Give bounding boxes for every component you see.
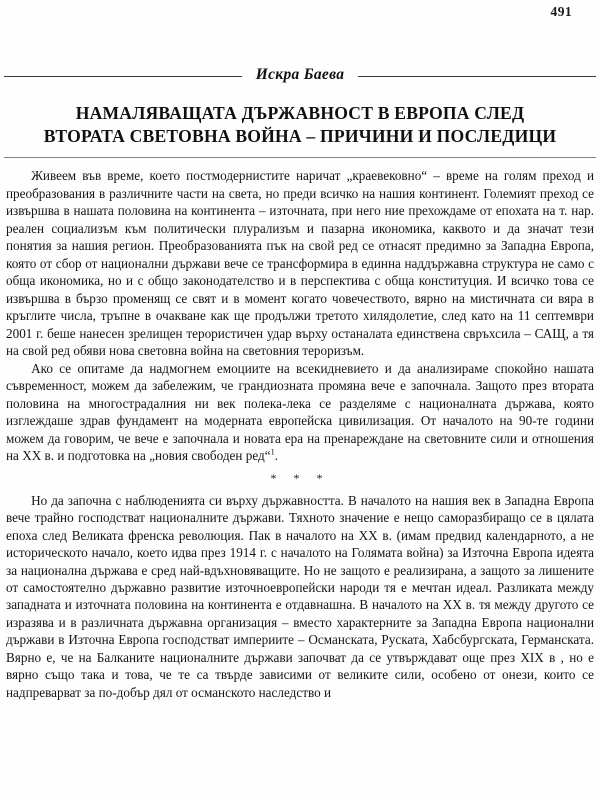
footnote-marker[interactable]: 1 xyxy=(270,447,275,457)
author-name: Искра Баева xyxy=(255,66,345,83)
paragraph-2-text: Ако се опитаме да надмогнем емоциите на всекидневието и да анализираме спокойно нашата съвременност, можем да забележим, че грандиозната промяна вече е започнала. Защото през втората половина на многострадалния ни век полека-лека се разделяме с националната държава, която изглеждаше здрав фундамент на модерната европейска цивилизация. От началото на 90-те години можем да говорим, че вече е започнала и новата ера на пренареждане на световните сили и отношения на ХХ в. и подготовка на „новия свободен ред“ xyxy=(6,360,594,464)
author-band xyxy=(0,66,600,86)
body-text xyxy=(6,167,594,701)
folio-row xyxy=(0,0,600,34)
rule-under-title xyxy=(4,157,596,158)
article-title-line-2: ВТОРАТА СВЕТОВНА ВОЙНА – ПРИЧИНИ И ПОСЛЕДИЦИ xyxy=(43,126,557,147)
article-title xyxy=(6,102,594,148)
paragraph-3: Но да започна с наблюденията си върху държавността. В началото на нашия век в Западна Европа вече трайно господстват националните държави. Тяхното значение е нещо саморазбиращо се в цялата епоха след Великата френска революция. Пак в началото на ХХ в. (имам предвид календарното, а не историческото начало, което идва през 1914 г. с началото на Голямата война) за Източна Европа идеята за национална държава е сред най-вдъхновяващите. Но не защото е реализирана, а защото за лишените от самостоятелно държавно развитие източноевропейски народи тя е мечтан идеал. Разликата между западната и източната половина на континента е отдавнашна. В началото на ХХ в. тя между другото се изразява и в различната държавна организация – вместо характерните за Западна Европа национални държави в Източна Европа господстват империите – Османската, Руската, Хабсбургската, Германската. Вярно е, че на Балканите националните държави започват да се утвърждават още през XIX в , но е вярно също така и това, че те са твърде зависими от великите сили, особено от онези, които се надпреварват за по-добър дял от османското наследство и xyxy=(6,492,594,700)
paragraph-2 xyxy=(6,360,594,465)
page-number: 491 xyxy=(550,4,572,19)
paragraph-2-tail: . xyxy=(274,448,278,464)
section-separator: * * * xyxy=(270,470,330,485)
article-title-line-1: НАМАЛЯВАЩАТА ДЪРЖАВНОСТ В ЕВРОПА СЛЕД xyxy=(75,103,525,123)
paragraph-1: Живеем във време, което постмодернистите наричат „краевековно“ – време на голям преход и преобразования в различните части на света, но преди всичко на нашия континент. Големият преход се извършва в нашата половина на континента – източната, при него ние прехождаме от епохата на т. нар. реален социализъм към политически плурализъм и пазарна икономика, каквото и да значат тези понятия за нашия регион. Преобразованията пък на свой ред се отнасят предимно за Западна Европа, която от сбор от национални държави вече се трансформира в единна наддържавна структура не само с обща икономика, но и с общо законодателство и в перспектива с обща конституция. И всичко това се извършва в бързо променящ се свят и в момент когато човечеството, вярно на мистичната си вяра в кръглите числа, тръпне в очакване как ще продължи третото хилядолетие, след като на 11 септември 2001 г. беше нанесен зрелищен терористичен удар върху останалата единствена свръхсила – САЩ, а тя на свой ред обяви нова световна война на световния тероризъм. xyxy=(6,168,594,359)
rule-right xyxy=(358,76,596,77)
rule-left xyxy=(4,76,242,77)
